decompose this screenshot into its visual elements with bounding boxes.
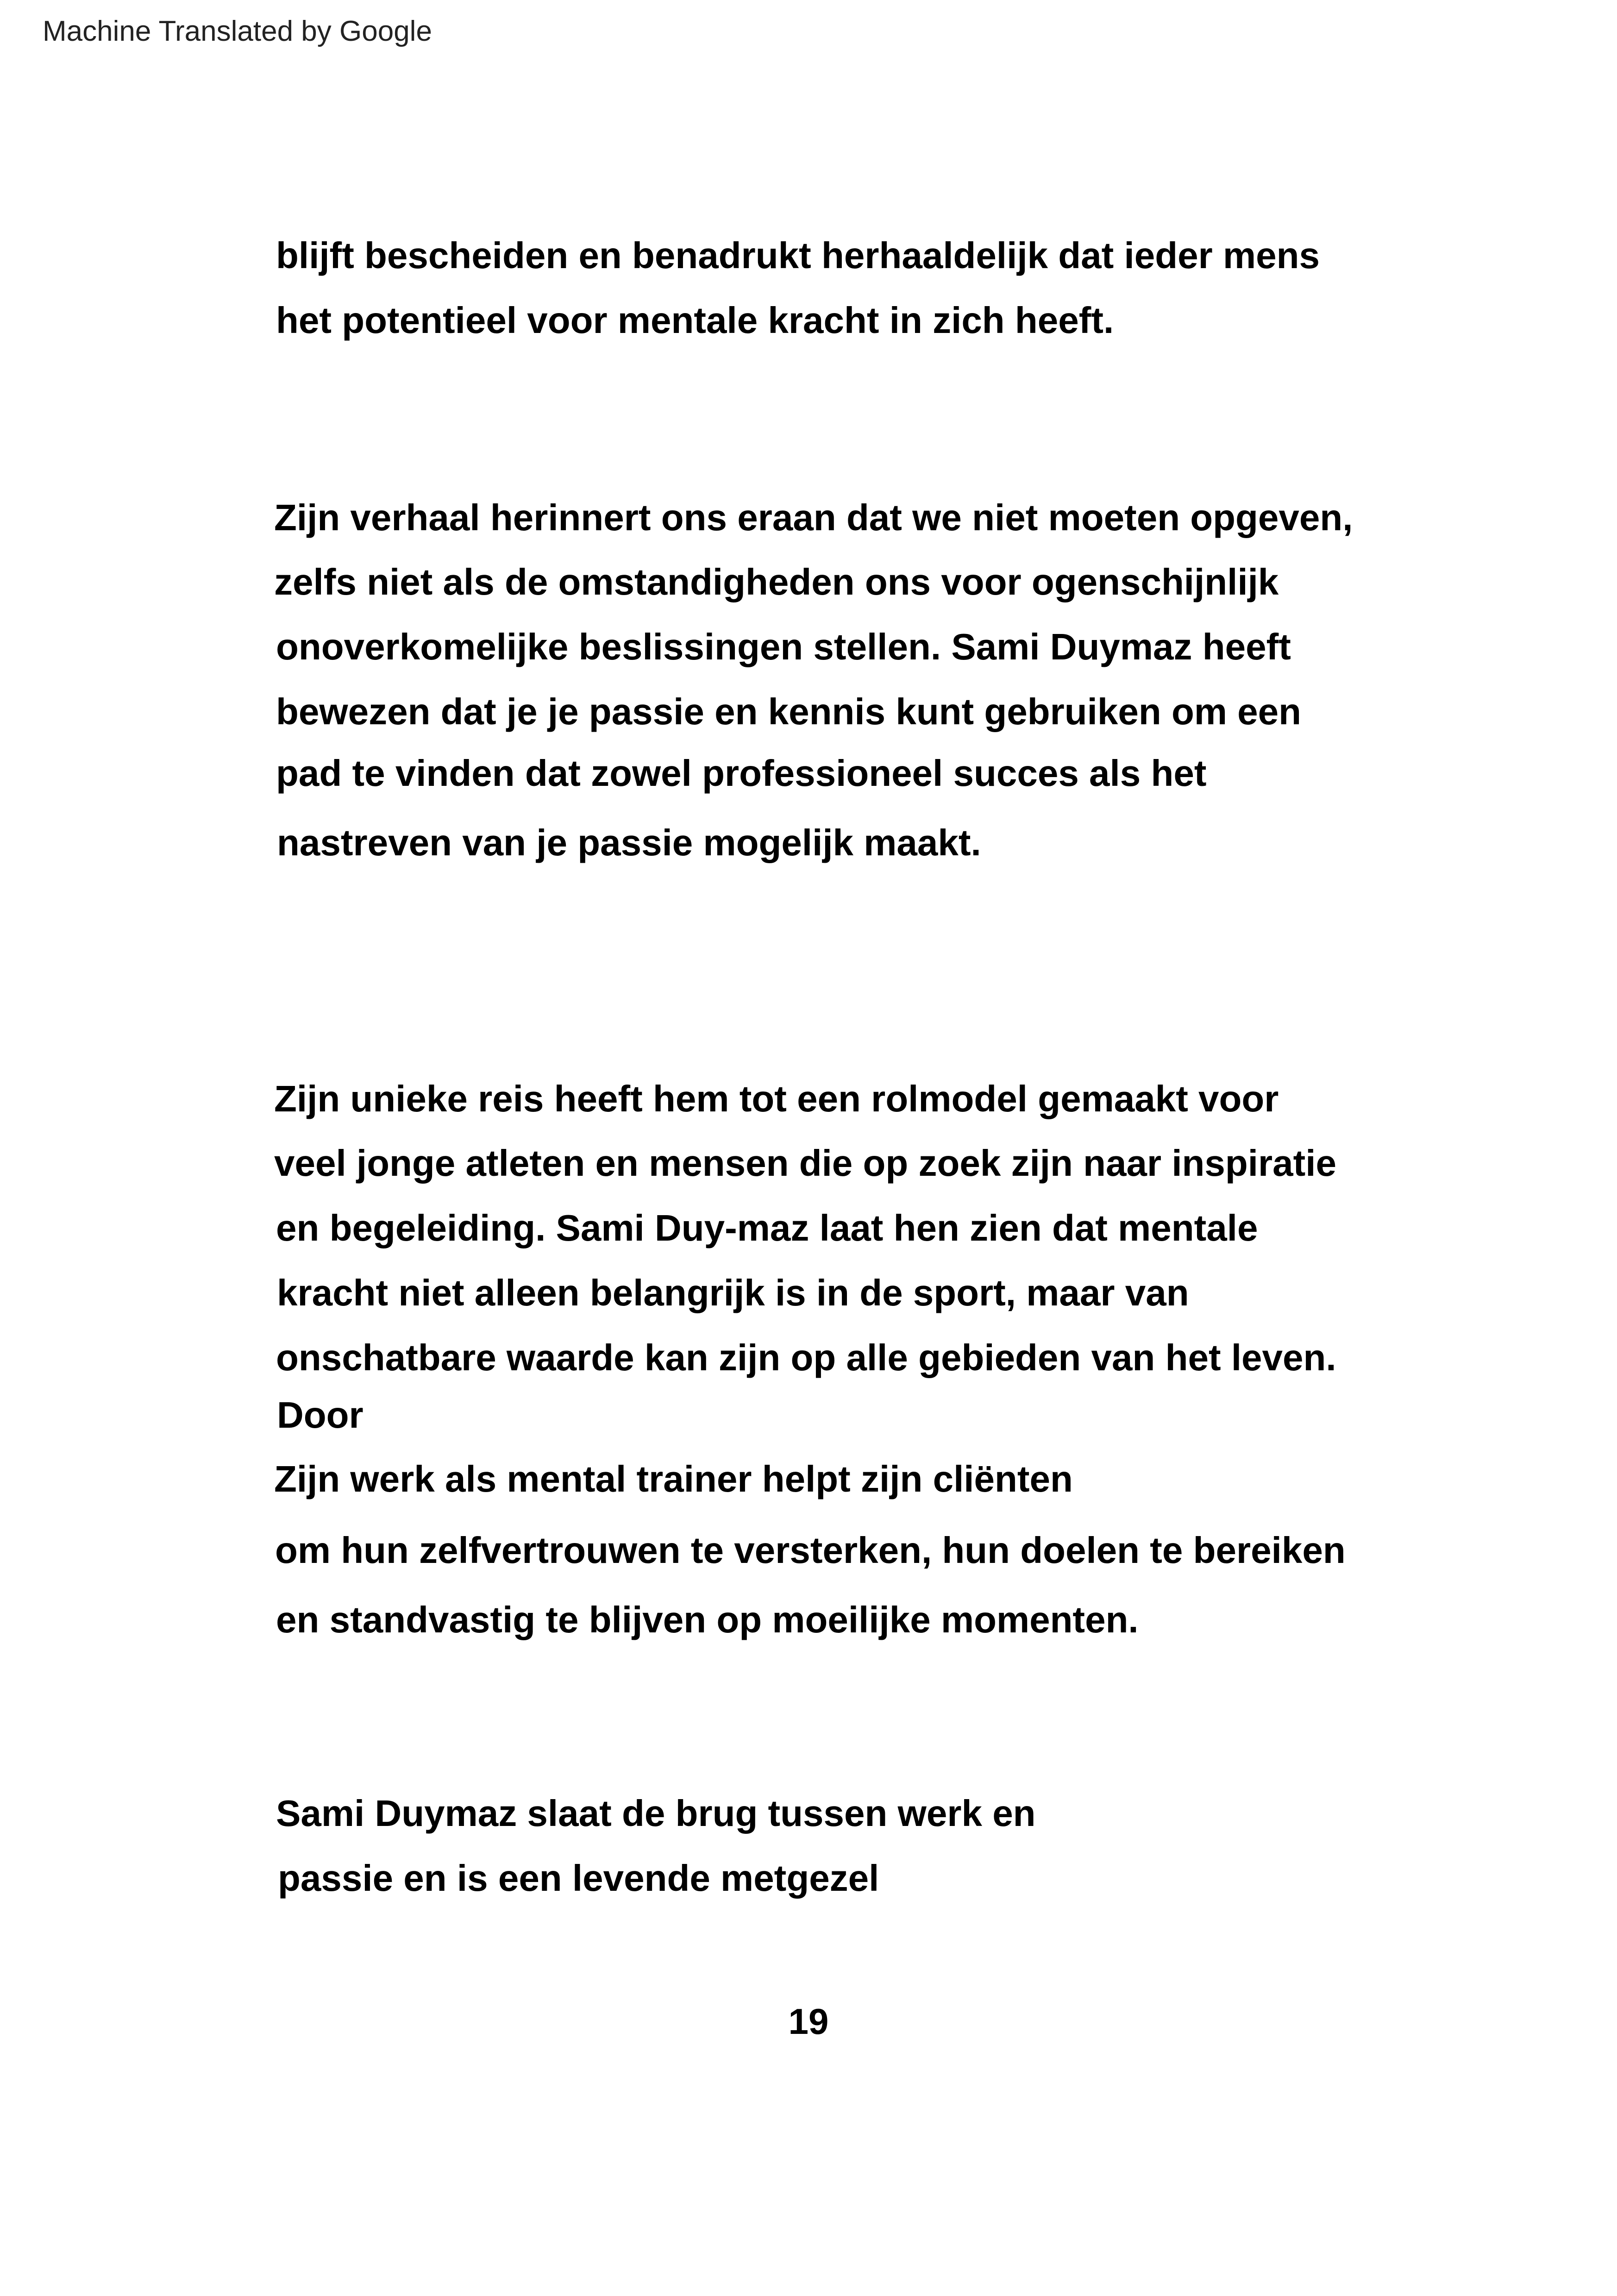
text-line: veel jonge atleten en mensen die op zoek zijn naar inspiratie bbox=[274, 1142, 1336, 1184]
text-line: Sami Duymaz slaat de brug tussen werk en bbox=[276, 1793, 1036, 1834]
text-line: pad te vinden dat zowel professioneel succes als het bbox=[276, 753, 1207, 794]
page-number: 19 bbox=[788, 2001, 829, 2042]
text-line: blijft bescheiden en benadrukt herhaaldelijk dat ieder mens bbox=[276, 235, 1320, 276]
text-line: zelfs niet als de omstandigheden ons voor ogenschijnlijk bbox=[274, 561, 1279, 602]
text-line: passie en is een levende metgezel bbox=[278, 1857, 879, 1899]
text-line: Door bbox=[277, 1394, 364, 1436]
text-line: en begeleiding. Sami Duy-maz laat hen zien dat mentale bbox=[276, 1207, 1258, 1248]
machine-translation-banner: Machine Translated by Google bbox=[43, 15, 432, 47]
text-line: bewezen dat je je passie en kennis kunt gebruiken om een bbox=[276, 691, 1302, 732]
text-line: Zijn unieke reis heeft hem tot een rolmodel gemaakt voor bbox=[274, 1078, 1279, 1119]
text-line: kracht niet alleen belangrijk is in de sport, maar van bbox=[277, 1272, 1189, 1313]
text-line: onoverkomelijke beslissingen stellen. Sami Duymaz heeft bbox=[276, 626, 1291, 667]
text-line: Zijn werk als mental trainer helpt zijn cliënten bbox=[274, 1458, 1073, 1499]
text-line: Zijn verhaal herinnert ons eraan dat we niet moeten opgeven, bbox=[274, 497, 1353, 538]
text-line: en standvastig te blijven op moeilijke momenten. bbox=[276, 1599, 1139, 1640]
text-line: om hun zelfvertrouwen te versterken, hun doelen te bereiken bbox=[275, 1530, 1346, 1571]
text-line: nastreven van je passie mogelijk maakt. bbox=[277, 822, 981, 863]
text-line: onschatbare waarde kan zijn op alle gebieden van het leven. bbox=[276, 1337, 1336, 1378]
text-line: het potentieel voor mentale kracht in zich heeft. bbox=[276, 300, 1114, 341]
